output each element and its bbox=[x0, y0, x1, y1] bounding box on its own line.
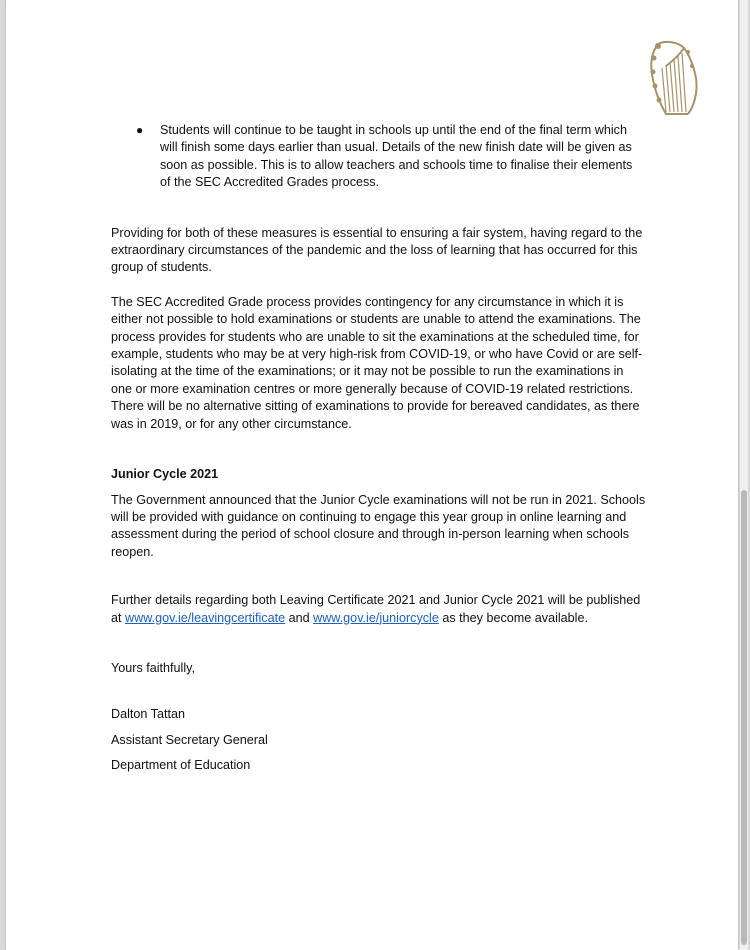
further-and: and bbox=[285, 610, 314, 625]
heading-junior-cycle: Junior Cycle 2021 bbox=[111, 467, 219, 482]
link-leaving-certificate[interactable]: www.gov.ie/leavingcertificate bbox=[125, 610, 286, 625]
link-junior-cycle[interactable]: www.gov.ie/juniorcycle bbox=[313, 610, 439, 625]
signatory-department: Department of Education bbox=[111, 758, 251, 773]
bullet-dot-icon: ● bbox=[136, 123, 144, 137]
signatory-title: Assistant Secretary General bbox=[111, 732, 268, 747]
document-page bbox=[6, 0, 738, 950]
harp-crest-icon bbox=[644, 38, 702, 120]
further-prefix: Further details regarding both Leaving Certificate 2021 and Junior Cycle 2021 will be published at bbox=[111, 593, 641, 625]
paragraph-further-details bbox=[111, 592, 646, 627]
bullet-item bbox=[136, 122, 646, 192]
paragraph-fair-system: Providing for both of these measures is essential to ensuring a fair system, having regard to the extraordinary circumstances of the pandemic and the loss of learning that has occurred for this group of students. bbox=[111, 225, 643, 275]
paragraph-sec-process: The SEC Accredited Grade process provides contingency for any circumstance in which it is either not possible to hold examinations or students are unable to attend the examinations. The process provides for students who are unable to sit the examinations at the scheduled time, for example, students who may be at very high-risk from COVID-19, or who have Covid or are self-isolating at the time of the examinations; or it may not be possible to run the examinations in one or more examination centres or more generally because of COVID-19 related restrictions. There will be no alternative sitting of examinations to provide for bereaved candidates, as there was in 2019, or for any other circumstance. bbox=[111, 294, 643, 431]
further-suffix: as they become available. bbox=[438, 610, 588, 625]
signatory-name: Dalton Tattan bbox=[111, 707, 185, 722]
closing-line: Yours faithfully, bbox=[111, 660, 196, 675]
letter-body bbox=[111, 122, 646, 775]
paragraph-junior-cycle: The Government announced that the Junior Cycle examinations will not be run in 2021. Schools will be provided with guidance on continuing to engage this year group in online learning and assessment during the period of school closure and through in-person learning when schools reopen. bbox=[111, 492, 646, 559]
scrollbar-thumb[interactable] bbox=[741, 490, 747, 945]
bullet-text: Students will continue to be taught in schools up until the end of the final term which will finish some days earlier than usual. Details of the new finish date will be given as soon as possible. This is to allow teachers and schools time to finalise their elements of the SEC Accredited Grades process. bbox=[160, 123, 633, 190]
